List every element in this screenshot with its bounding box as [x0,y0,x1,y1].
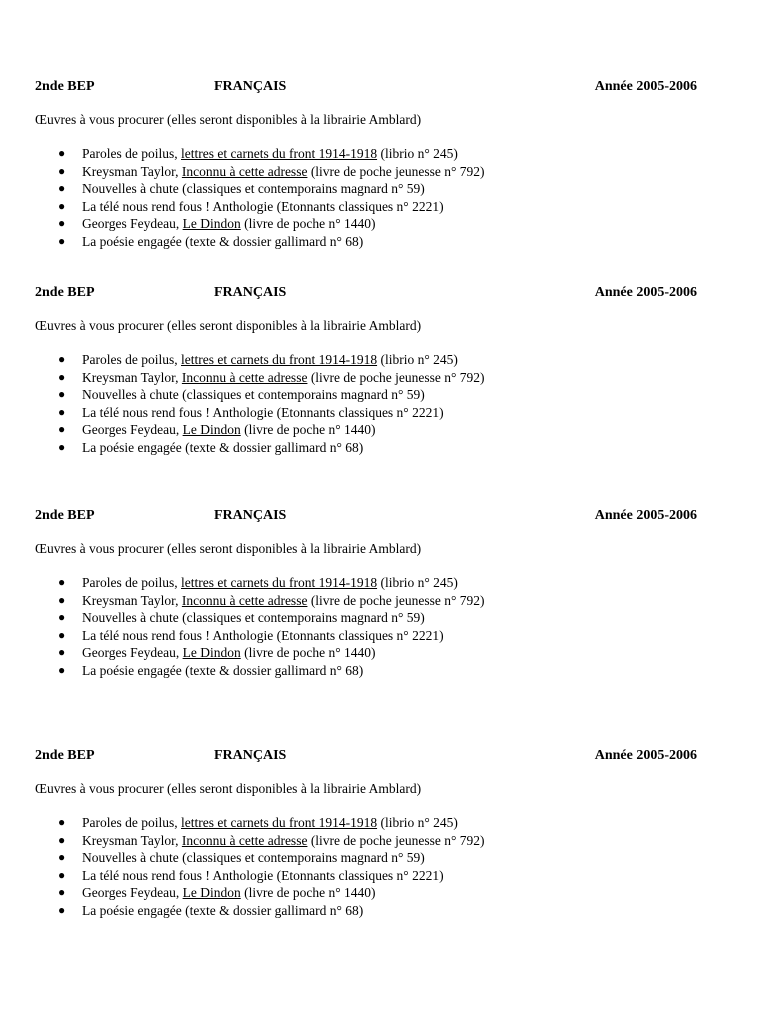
school-year: Année 2005-2006 [594,508,697,523]
intro-text: Œuvres à vous procurer (elles seront disponibles à la librairie Amblard) [35,318,422,333]
bullet-icon: ● [58,198,66,213]
bullet-icon: ● [58,216,66,231]
block-header [0,284,770,302]
booklist-block-2: 2nde BEP FRANÇAIS Année 2005-2006 Œuvres à vous procurer (elles seront disponibles à la librairie Amblard) ● Paroles de poilus, lettres et carnets du front 1914-1918 (librio n° 245) ● Kreysman Taylor, Inconnu à cette adresse (livre de poche jeunesse n° 792) ● Nouvelles à chute (classiques et contemporains magnard n° 59) ● La télé nous rend fous ! Anthologie (Etonnants classiques n° 2221) ● Georges Feydeau, Le Dindon (livre de poche n° 1440) ● La poésie engagée (texte & dossier gallimard n° 68) [0,284,770,302]
subject-label: FRANÇAIS [214,508,287,523]
bullet-icon: ● [58,627,66,642]
school-year: Année 2005-2006 [594,79,697,94]
bullet-icon: ● [58,902,66,917]
booklist-block-4: 2nde BEP FRANÇAIS Année 2005-2006 Œuvres à vous procurer (elles seront disponibles à la librairie Amblard) ● Paroles de poilus, lettres et carnets du front 1914-1918 (librio n° 245) ● Kreysman Taylor, Inconnu à cette adresse (livre de poche jeunesse n° 792) ● Nouvelles à chute (classiques et contemporains magnard n° 59) ● La télé nous rend fous ! Anthologie (Etonnants classiques n° 2221) ● Georges Feydeau, Le Dindon (livre de poche n° 1440) ● La poésie engagée (texte & dossier gallimard n° 68) [0,747,770,765]
bullet-icon: ● [58,369,66,384]
class-label: 2nde BEP [35,748,95,763]
subject-label: FRANÇAIS [214,748,287,763]
bullet-icon: ● [58,592,66,607]
bullet-icon: ● [58,832,66,847]
bullet-icon: ● [58,885,66,900]
intro-text: Œuvres à vous procurer (elles seront disponibles à la librairie Amblard) [35,781,422,796]
bullet-icon: ● [58,439,66,454]
booklist-block-3: 2nde BEP FRANÇAIS Année 2005-2006 Œuvres à vous procurer (elles seront disponibles à la librairie Amblard) ● Paroles de poilus, lettres et carnets du front 1914-1918 (librio n° 245) ● Kreysman Taylor, Inconnu à cette adresse (livre de poche jeunesse n° 792) ● Nouvelles à chute (classiques et contemporains magnard n° 59) ● La télé nous rend fous ! Anthologie (Etonnants classiques n° 2221) ● Georges Feydeau, Le Dindon (livre de poche n° 1440) ● La poésie engagée (texte & dossier gallimard n° 68) [0,507,770,525]
bullet-icon: ● [58,422,66,437]
bullet-icon: ● [58,815,66,829]
bullet-icon: ● [58,610,66,625]
bullet-icon: ● [58,575,66,589]
subject-label: FRANÇAIS [214,79,287,94]
bullet-icon: ● [58,645,66,660]
bullet-icon: ● [58,387,66,402]
school-year: Année 2005-2006 [594,748,697,763]
intro-text: Œuvres à vous procurer (elles seront disponibles à la librairie Amblard) [35,112,422,127]
bullet-icon: ● [58,181,66,196]
bullet-icon: ● [58,163,66,178]
block-header [0,78,770,96]
bullet-icon: ● [58,850,66,865]
bullet-icon: ● [58,404,66,419]
bullet-icon: ● [58,352,66,366]
block-header [0,507,770,525]
block-header [0,747,770,765]
bullet-icon: ● [58,867,66,882]
class-label: 2nde BEP [35,79,95,94]
bullet-icon: ● [58,233,66,248]
subject-label: FRANÇAIS [214,285,287,300]
class-label: 2nde BEP [35,285,95,300]
bullet-icon: ● [58,146,66,160]
bullet-icon: ● [58,662,66,677]
intro-text: Œuvres à vous procurer (elles seront disponibles à la librairie Amblard) [35,541,422,556]
school-year: Année 2005-2006 [594,285,697,300]
booklist-block-1: 2nde BEP FRANÇAIS Année 2005-2006 Œuvres à vous procurer (elles seront disponibles à la librairie Amblard) ● Paroles de poilus, lettres et carnets du front 1914-1918 (librio n° 245) ● Kreysman Taylor, Inconnu à cette adresse (livre de poche jeunesse n° 792) ● Nouvelles à chute (classiques et contemporains magnard n° 59) ● La télé nous rend fous ! Anthologie (Etonnants classiques n° 2221) ● Georges Feydeau, Le Dindon (livre de poche n° 1440) ● La poésie engagée (texte & dossier gallimard n° 68) [0,78,770,96]
class-label: 2nde BEP [35,508,95,523]
